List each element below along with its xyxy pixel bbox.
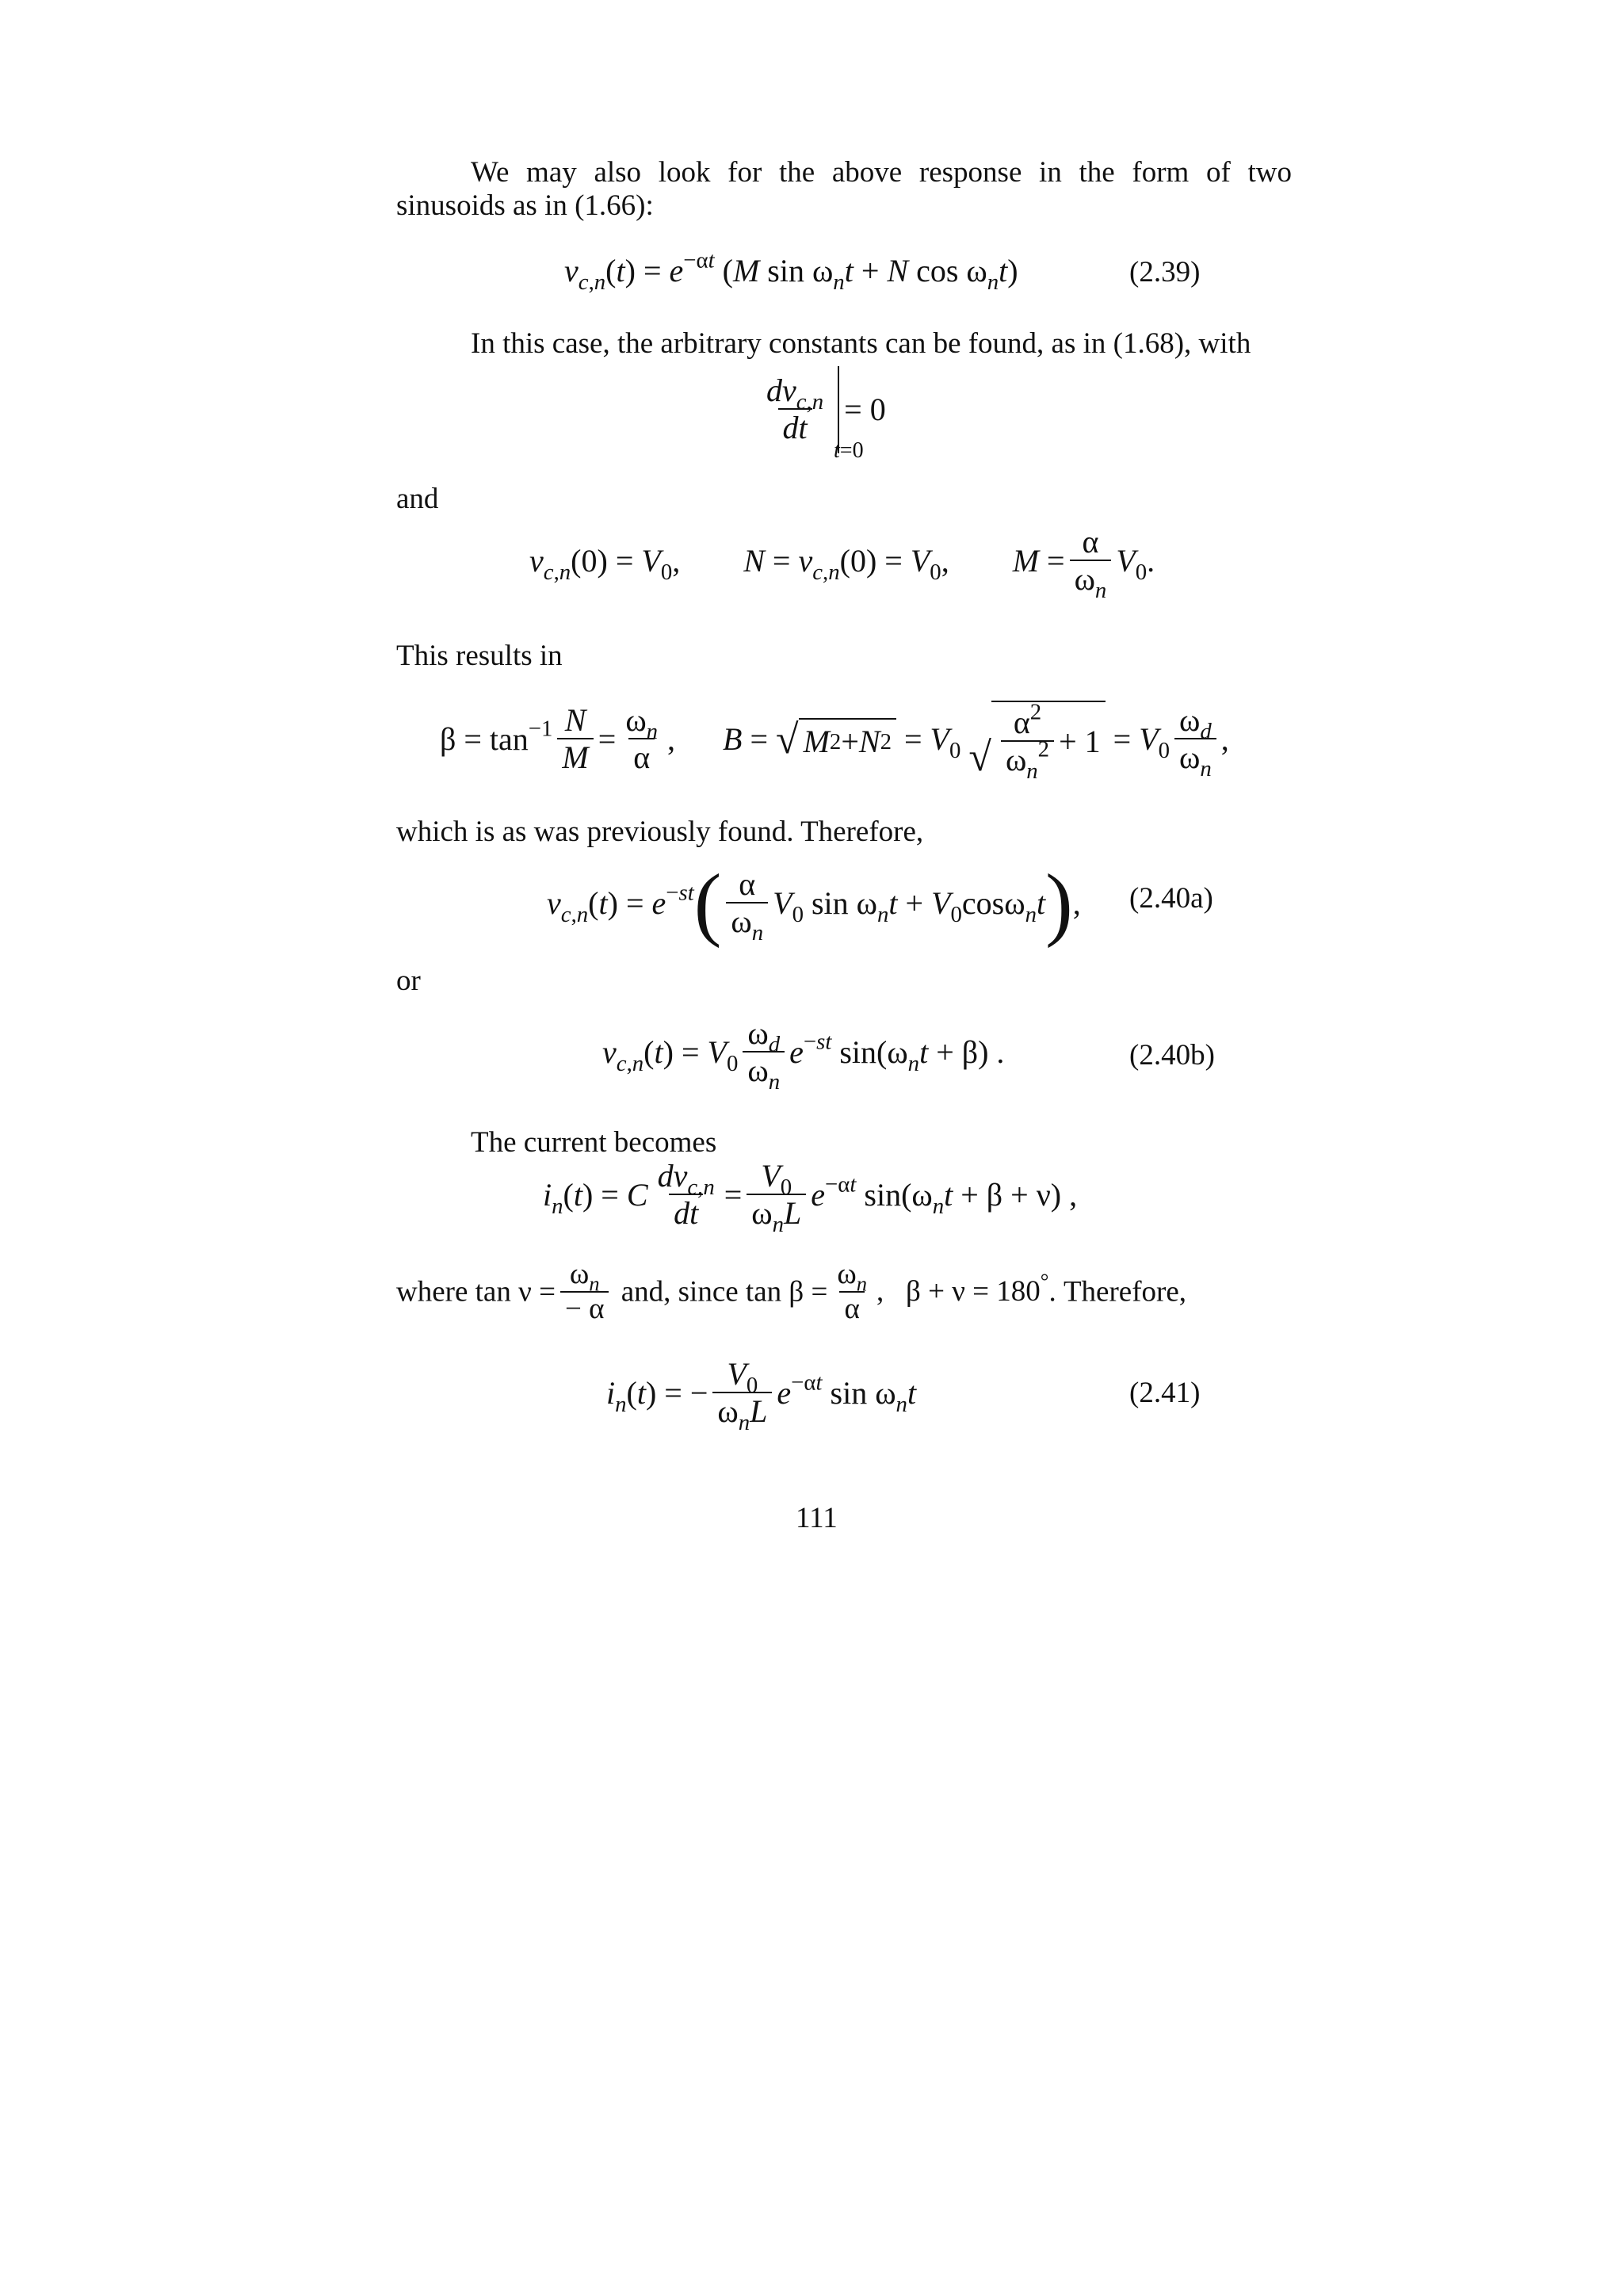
- equation-2-40a: $v_{c,n}(t) = e^{-st}$( $\frac{\alpha}{\omega_n}$ $V_0$ $\sin \omega_nt + V_0\cos\omega_nt$),: [547, 858, 1081, 949]
- equation-number: (2.40a): [1129, 882, 1213, 915]
- equation-number: (2.39): [1129, 256, 1201, 288]
- page-number: 111: [796, 1502, 838, 1534]
- equation-2-41: $i_n(t)$ = − $\frac{V_0}{\omega_nL}$ $e^{-\alpha t}$ $\sin \omega_nt$: [606, 1356, 917, 1436]
- equation-initial-conditions: $v_{c,n}(0) = V_0$, $N = v_{c,n}(0) = V_0$, M = $\frac{\alpha}{\omega_n}$ $V_0$.: [529, 524, 1155, 604]
- connector-text: where: [396, 1275, 468, 1308]
- connector-text: and: [396, 483, 439, 515]
- connector-text: This results in: [396, 640, 563, 672]
- connector-text: which is as was previously found. Therefore,: [396, 816, 924, 848]
- equation-beta-b: $\beta = \tan^{-1}$ $\frac{N}{M}$ = $\frac{\omega_n}{\alpha}$ , B = √ M 2 + N 2 = $V_0$ √ $\frac{\alpha^2}{\omega_n^2}$ + 1 = $V_0$ $\frac{\omega_d}{\omega_n}$ ,: [440, 699, 1229, 785]
- equation-number: (2.41): [1129, 1377, 1201, 1409]
- paragraph-line: We may also look for the above response in the form of two: [471, 156, 1292, 189]
- paragraph-line: The current becomes: [471, 1126, 717, 1159]
- connector-text: . Therefore,: [1048, 1275, 1187, 1308]
- where-line: where tan ν = $\frac{\omega_n}{- \alpha}$ and, since tan β = $\frac{\omega_n}{\alpha}$ , β + ν = 180°. Therefore,: [396, 1258, 1187, 1325]
- connector-text: or: [396, 965, 421, 997]
- equation-derivative-zero: $\frac{dv_{c,n}}{dt}$ = 0: [757, 366, 886, 453]
- equation-2-40b: $v_{c,n}(t) = V_0$ $\frac{\omega_d}{\omega_n}$ $e^{-st}$ $\sin(\omega_nt + \beta)$ .: [602, 1015, 1005, 1095]
- connector-text: and, since: [621, 1275, 739, 1308]
- equation-2-39: $v_{c,n}(t) = e^{-\alpha t}$ (M $\sin \omega_nt + N$ $\cos \omega_nt$): [564, 247, 1018, 296]
- paragraph-line: sinusoids as in (1.66):: [396, 189, 654, 222]
- equation-number: (2.40b): [1129, 1039, 1215, 1072]
- paragraph-line: In this case, the arbitrary constants can be found, as in (1.68), with: [471, 327, 1251, 360]
- equation-current: $i_n(t) = C$ $\frac{dv_{c,n}}{dt}$ = $\frac{V_0}{\omega_nL}$ $e^{-\alpha t}$ $\sin(\omega_nt + \beta + \nu)$ ,: [543, 1158, 1078, 1238]
- evaluation-subscript: t=0: [834, 438, 864, 463]
